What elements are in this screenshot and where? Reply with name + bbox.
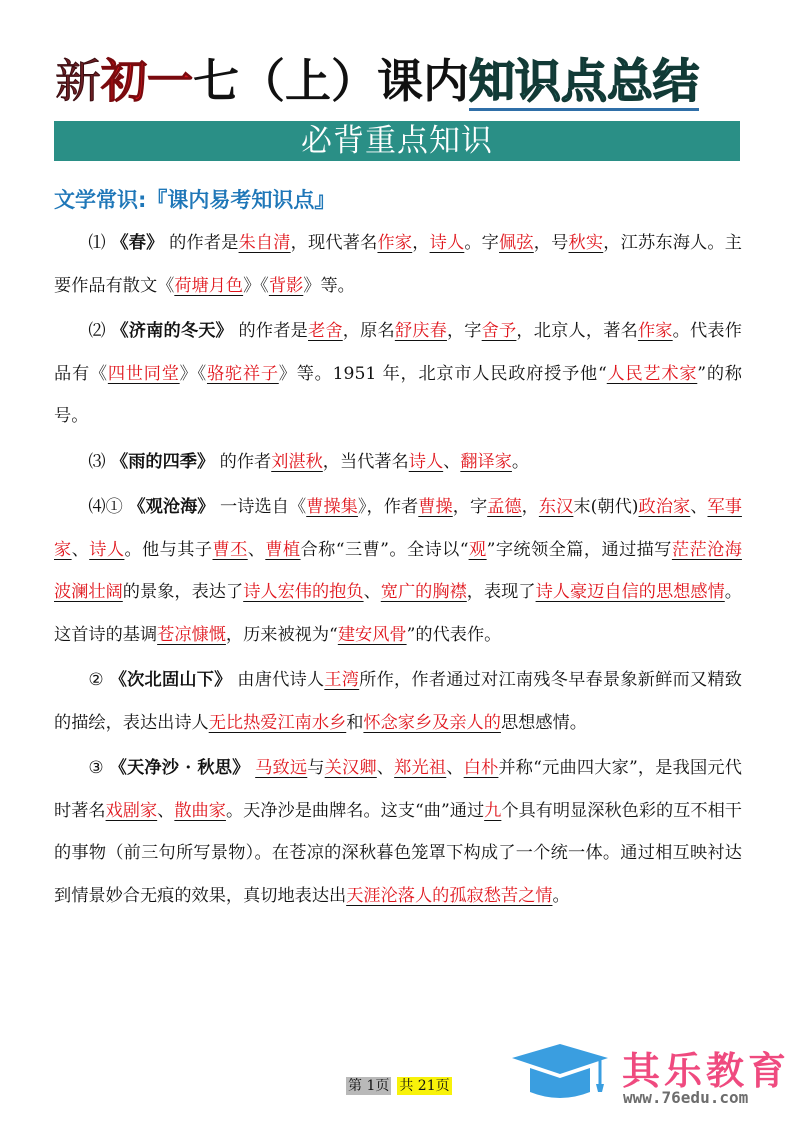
paragraph (54, 441, 742, 484)
work-title: 《次北固山下》 (109, 670, 232, 690)
title-part-new: 新 (55, 54, 101, 108)
highlighted-answer: 诗人 (429, 233, 465, 253)
section-banner: 必背重点知识 (54, 121, 740, 161)
highlighted-answer: 建安风骨 (337, 624, 407, 645)
text-segment: 、 (363, 582, 381, 602)
text-segment: 与 (307, 758, 325, 778)
highlighted-answer: 诗人豪迈自信的思想感情 (535, 582, 725, 602)
highlighted-answer: 观 (468, 539, 487, 560)
highlighted-answer: 朱自清 (238, 233, 291, 253)
text-segment: 末(朝代) (573, 497, 639, 517)
highlighted-answer: 政治家 (638, 497, 691, 517)
highlighted-answer: 人民艺术家 (606, 363, 698, 384)
paragraph (54, 486, 742, 656)
text-segment: 的作者是 (232, 321, 309, 341)
text-segment: ，原名 (342, 321, 395, 341)
text-segment: 。天净沙是曲牌名。这支“曲”通过 (225, 800, 485, 821)
work-title: 《天净沙 · 秋思》 (109, 758, 250, 778)
highlighted-answer: 无比热爱江南水乡 (208, 712, 347, 733)
brand-logo (510, 1040, 790, 1115)
text-segment: 、 (446, 758, 464, 778)
brand-url: www.76edu.com (623, 1088, 749, 1107)
text-segment: ，当代著名 (322, 451, 409, 472)
highlighted-answer: 白朴 (463, 758, 499, 778)
text-segment: ， (412, 233, 430, 253)
text-segment: ⑴ (88, 233, 112, 253)
highlighted-answer: 曹植 (265, 539, 301, 560)
highlighted-answer: 诗人 (89, 539, 125, 560)
highlighted-answer: 散曲家 (174, 800, 226, 821)
text-segment: 》《 (243, 275, 269, 296)
highlighted-answer: 关汉卿 (324, 758, 377, 778)
text-segment: 合称“三曹”。全诗以“ (300, 539, 469, 560)
highlighted-answer: 天涯沦落人的孤寂愁苦之情 (346, 885, 553, 906)
text-segment: 。代表作品有《 (54, 321, 742, 384)
highlighted-answer: 马致远 (255, 758, 308, 778)
text-segment: ”字统领全篇，通过描写 (486, 539, 672, 560)
text-segment: 由唐代诗人 (231, 670, 325, 690)
current-page: 第 1页 (348, 1078, 390, 1094)
text-segment: 》《 (179, 363, 207, 384)
document-body (54, 222, 742, 920)
text-segment: 》等。1951 年，北京市人民政府授予他“ (278, 363, 607, 384)
page-indicator (346, 1075, 452, 1095)
highlighted-answer: 曹操 (418, 497, 453, 517)
text-segment: ，江苏东海人。主要作品有散文《 (54, 233, 742, 296)
highlighted-answer: 苍凉慷慨 (157, 624, 226, 645)
text-segment: 所作，作者通过对江南残冬早春景象新鲜而又精致的描绘，表达出诗人 (54, 670, 742, 733)
page-title (55, 46, 745, 116)
text-segment: ，号 (533, 233, 569, 253)
highlighted-answer: 老舍 (308, 321, 343, 341)
highlighted-answer: 九 (484, 800, 502, 821)
text-segment: 、 (690, 497, 708, 517)
highlighted-answer: 宽广的胸襟 (380, 582, 467, 602)
text-segment: ，表现了 (466, 582, 536, 602)
title-part-term: 七（上）课内 (193, 54, 469, 108)
text-segment: ， (521, 497, 539, 517)
highlighted-answer: 翻译家 (460, 451, 512, 472)
text-segment: 的景象，表达了 (122, 582, 244, 602)
highlighted-answer: 怀念家乡及亲人的 (363, 712, 501, 733)
highlighted-answer: 佩弦 (499, 233, 534, 253)
highlighted-answer: 作家 (377, 233, 413, 253)
highlighted-answer: 作家 (637, 321, 673, 341)
highlighted-answer: 秋实 (568, 233, 604, 253)
paragraph (54, 747, 742, 917)
text-segment: 一诗选自《 (214, 497, 307, 517)
total-pages: 共 21页 (399, 1078, 450, 1094)
text-segment: 思想感情。 (500, 712, 587, 733)
text-segment: 、 (71, 539, 90, 560)
highlighted-answer: 舍予 (481, 321, 517, 341)
paragraph (54, 310, 742, 438)
text-segment: 》等。 (303, 275, 355, 296)
text-segment: ，字 (452, 497, 488, 517)
title-part-grade: 初一 (101, 54, 193, 108)
work-title: 《济南的冬天》 (111, 321, 233, 341)
text-segment: 、 (157, 800, 175, 821)
text-segment: 。 (552, 885, 570, 906)
highlighted-answer: 孟德 (487, 497, 522, 517)
text-segment: ，字 (446, 321, 482, 341)
text-segment: ⑶ (88, 451, 112, 472)
text-segment: 的作者 (214, 451, 272, 472)
highlighted-answer: 背影 (268, 275, 304, 296)
text-segment: ② (88, 670, 110, 690)
highlighted-answer: 曹操集 (306, 497, 358, 517)
text-segment: 、 (247, 539, 266, 560)
text-segment: ”的代表作。 (406, 624, 502, 645)
text-segment: ⑷① (88, 497, 129, 517)
highlighted-answer: 骆驼祥子 (206, 363, 279, 384)
highlighted-answer: 舒庆春 (394, 321, 447, 341)
text-segment: 个具有明显深秋色彩的互不相干的事物（前三句所写景物）。在苍凉的深秋暮色笼罩下构成了一个统一体。通过相互映衬达到情景妙合无痕的效果，真切地表达出 (54, 800, 742, 906)
paragraph (54, 659, 742, 744)
text-segment: ，北京人，著名 (516, 321, 638, 341)
paragraph (54, 222, 742, 307)
work-title: 《观沧海》 (128, 497, 215, 517)
highlighted-answer: 诗人宏伟的抱负 (243, 582, 364, 602)
text-segment: 并称“元曲四大家”，是我国元代时著名 (54, 758, 742, 821)
text-segment: 、 (376, 758, 395, 778)
highlighted-answer: 军事家 (54, 497, 742, 560)
highlighted-answer: 诗人 (408, 451, 444, 472)
text-segment: 。这首诗的基调 (54, 582, 742, 645)
brand-name: 其乐教育 (622, 1049, 791, 1093)
highlighted-answer: 刘湛秋 (271, 451, 323, 472)
title-part-summary: 知识点总结 (469, 54, 699, 111)
highlighted-answer: 曹丕 (212, 539, 248, 560)
text-segment: 、 (443, 451, 461, 472)
section-heading: 文学常识:『课内易考知识点』 (54, 188, 336, 212)
highlighted-answer: 郑光祖 (394, 758, 447, 778)
text-segment: ，历来被视为“ (225, 624, 338, 645)
highlighted-answer: 荷塘月色 (174, 275, 244, 296)
text-segment: ”的称号。 (54, 363, 742, 426)
work-title: 《春》 (111, 233, 164, 253)
highlighted-answer: 戏剧家 (105, 800, 158, 821)
text-segment: ⑵ (88, 321, 112, 341)
text-segment: 的作者是 (163, 233, 239, 253)
highlighted-answer: 茫茫沧海波澜壮阔 (54, 539, 742, 602)
work-title: 《雨的四季》 (111, 451, 215, 472)
highlighted-answer: 东汉 (538, 497, 574, 517)
text-segment: 。 (511, 451, 530, 472)
text-segment: 。他与其子 (124, 539, 213, 560)
text-segment: 和 (346, 712, 364, 733)
highlighted-answer: 四世同堂 (107, 363, 180, 384)
text-segment: ，现代著名 (290, 233, 378, 253)
text-segment: 》，作者 (357, 497, 419, 517)
graduation-cap-icon (510, 1044, 610, 1104)
text-segment: ③ (88, 758, 110, 778)
text-segment: 。字 (464, 233, 500, 253)
highlighted-answer: 王湾 (324, 670, 360, 690)
